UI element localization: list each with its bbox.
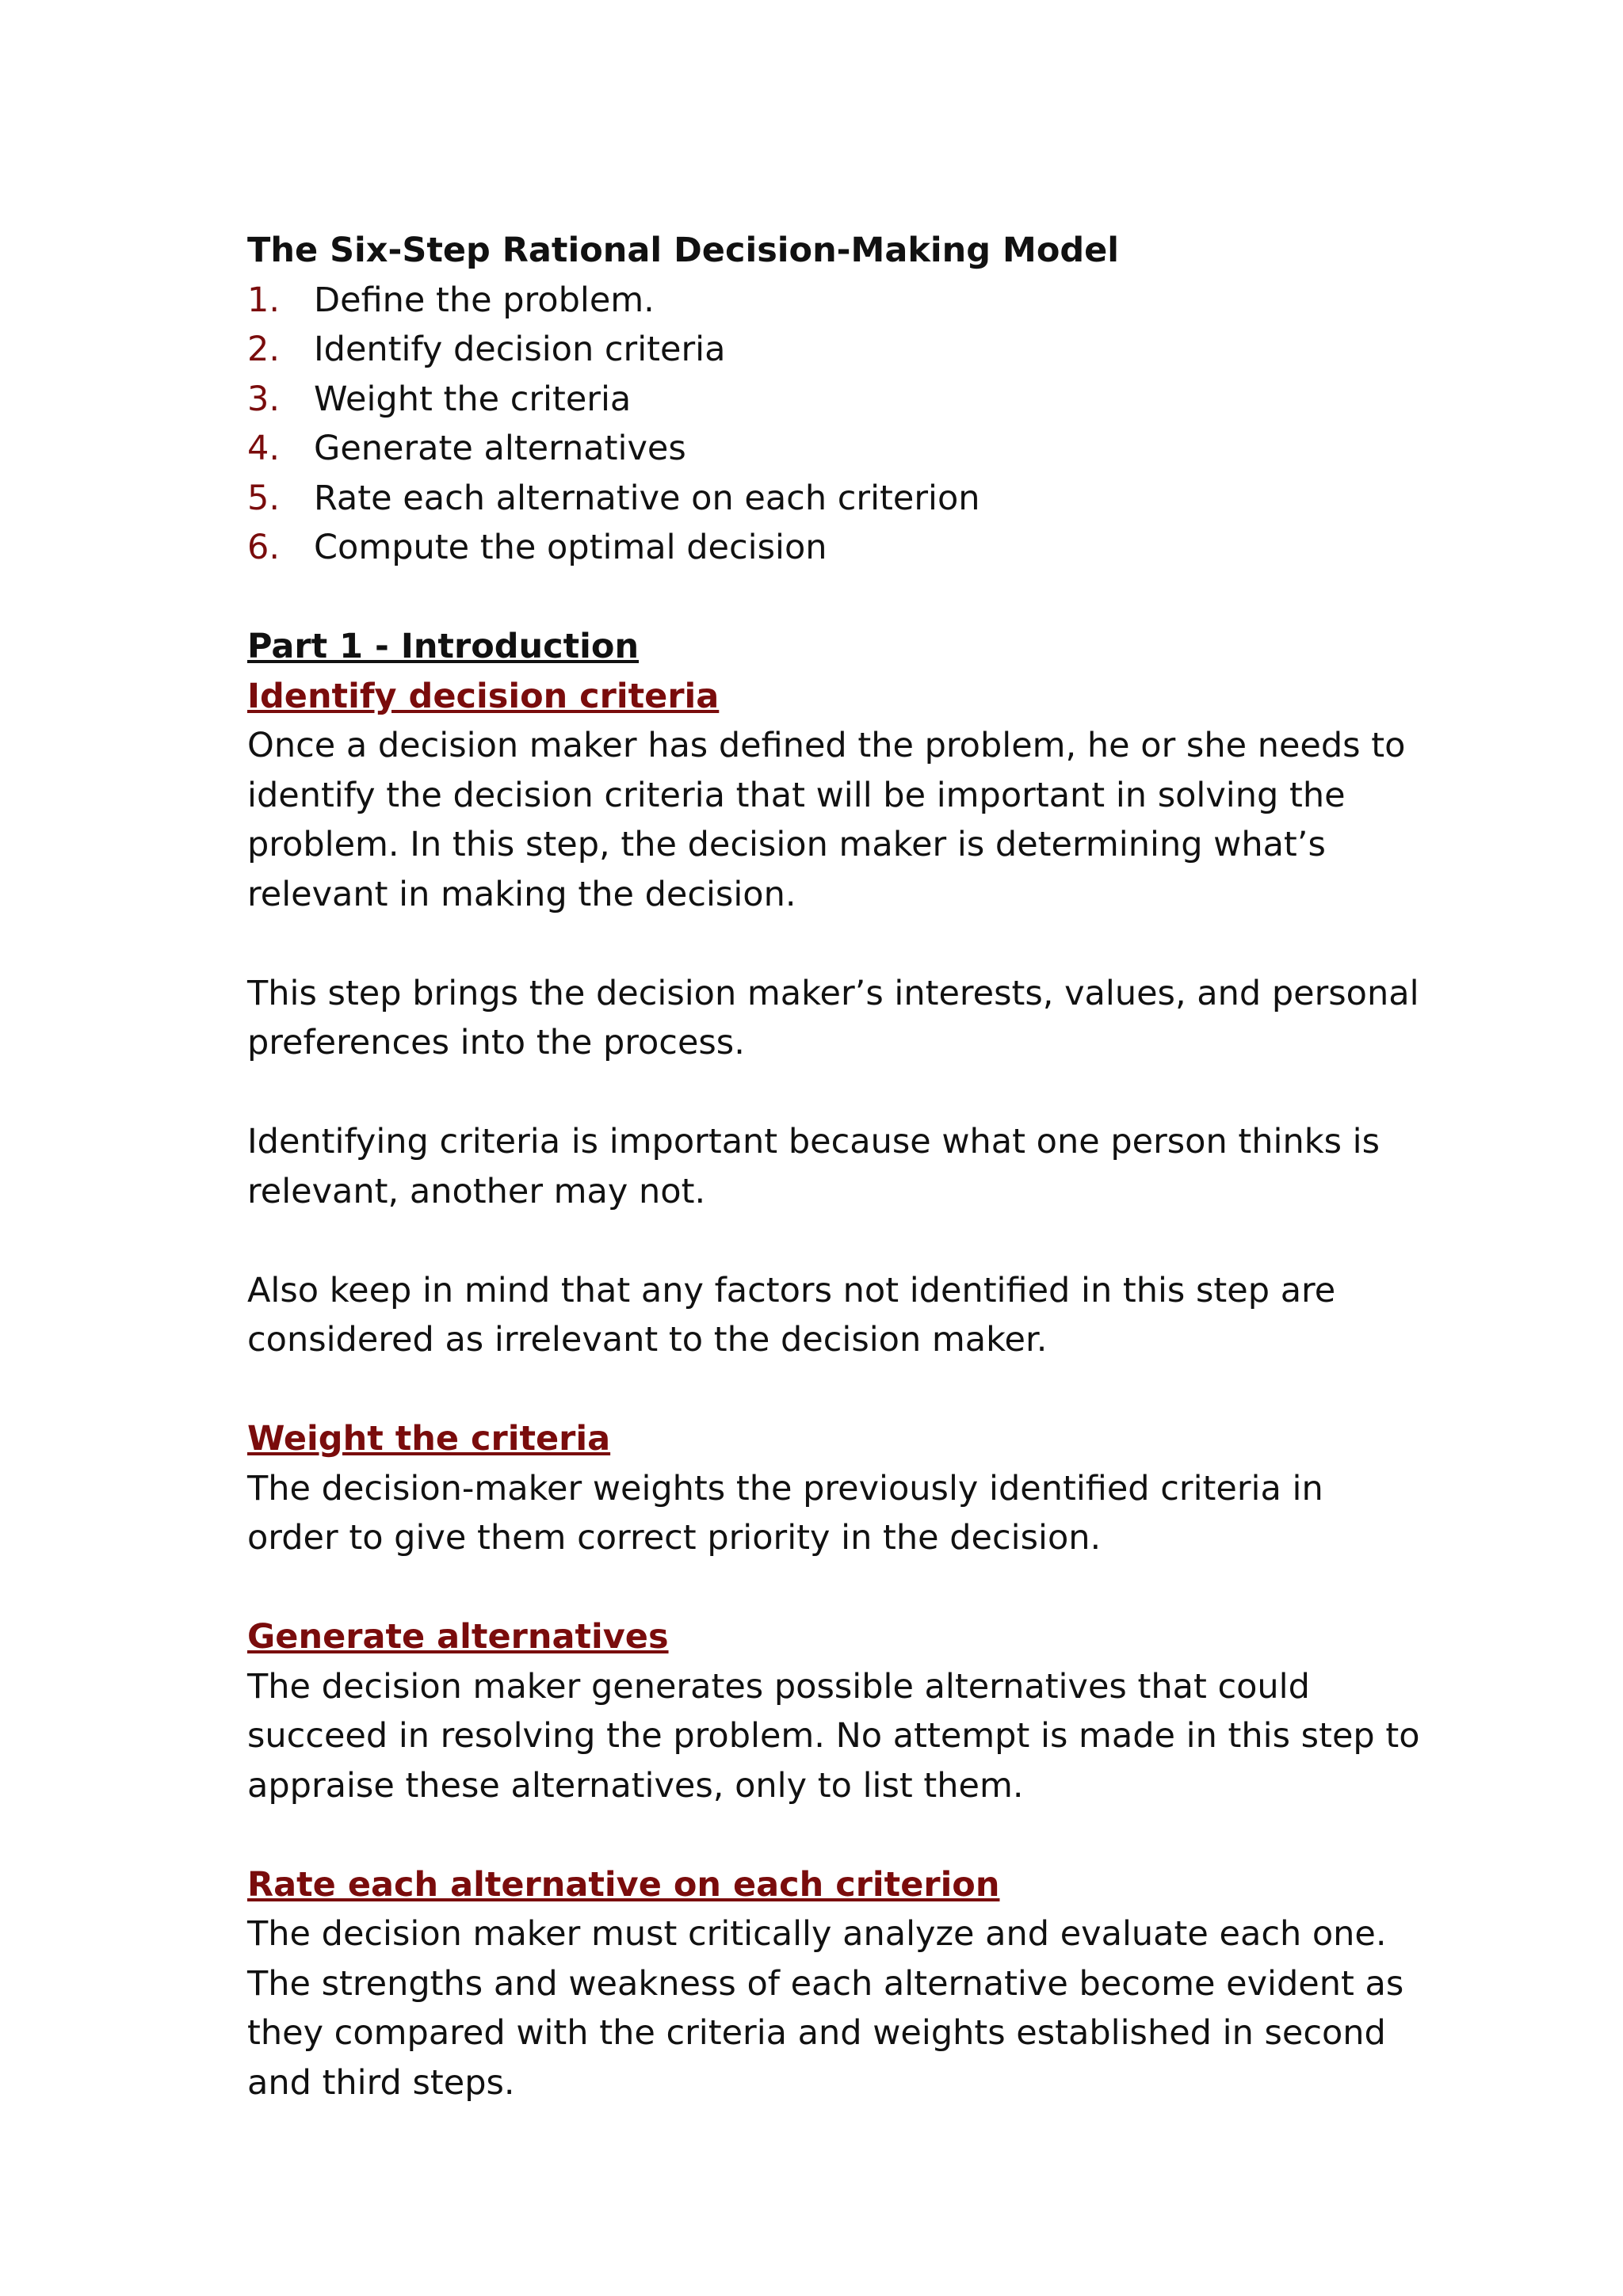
spacer: [247, 919, 1420, 969]
step-text: Weight the criteria: [314, 379, 632, 419]
spacer: [247, 573, 1420, 623]
step-text: Generate alternatives: [314, 429, 686, 468]
spacer: [247, 1068, 1420, 1118]
steps-list: [247, 276, 1420, 573]
paragraph: Identifying criteria is important because what one person thinks is relevant, another may not.: [247, 1122, 1381, 1211]
spacer: [247, 1563, 1420, 1613]
step-item: [247, 375, 1420, 425]
step-text: Define the problem.: [314, 280, 655, 320]
paragraph: The decision-maker weights the previously identified criteria in order to give them correct priority in the decision.: [247, 1468, 1323, 1558]
step-item: [247, 325, 1420, 375]
step-item: [247, 523, 1420, 573]
step-item: [247, 474, 1420, 524]
document-title: The Six-Step Rational Decision-Making Model: [247, 231, 1120, 270]
section-heading-rate-alternatives: Rate each alternative on each criterion: [247, 1864, 1000, 1905]
spacer: [247, 1365, 1420, 1415]
step-text: Identify decision criteria: [314, 330, 726, 369]
part-title: Part 1 - Introduction: [247, 627, 640, 666]
spacer: [247, 1216, 1420, 1266]
paragraph: The decision maker must critically analyze and evaluate each one. The strengths and weakness of each alternative become evident as they compared with the criteria and weights established in second and third steps.: [247, 1914, 1404, 2103]
section-heading-identify-criteria: Identify decision criteria: [247, 676, 720, 716]
spacer: [247, 1810, 1420, 1860]
step-number: 2.: [247, 330, 281, 369]
step-number: 4.: [247, 429, 281, 468]
step-number: 5.: [247, 478, 281, 518]
step-number: 6.: [247, 528, 281, 567]
paragraph: Also keep in mind that any factors not identified in this step are considered as irrelevant to the decision maker.: [247, 1270, 1336, 1360]
step-text: Compute the optimal decision: [314, 528, 827, 567]
step-number: 3.: [247, 379, 281, 419]
paragraph: The decision maker generates possible alternatives that could succeed in resolving the problem. No attempt is made in this step to appraise these alternatives, only to list them.: [247, 1666, 1420, 1806]
step-number: 1.: [247, 280, 281, 320]
document-page: [247, 226, 1420, 2107]
section-heading-weight-criteria: Weight the criteria: [247, 1419, 611, 1459]
paragraph: This step brings the decision maker’s interests, values, and personal preferences into the process.: [247, 973, 1419, 1062]
section-heading-generate-alternatives: Generate alternatives: [247, 1617, 669, 1657]
step-item: [247, 276, 1420, 326]
paragraph: Once a decision maker has defined the problem, he or she needs to identify the decision criteria that will be important in solving the problem. In this step, the decision maker is determining what’s relevant in making the decision.: [247, 726, 1406, 914]
step-item: [247, 424, 1420, 474]
step-text: Rate each alternative on each criterion: [314, 478, 980, 518]
